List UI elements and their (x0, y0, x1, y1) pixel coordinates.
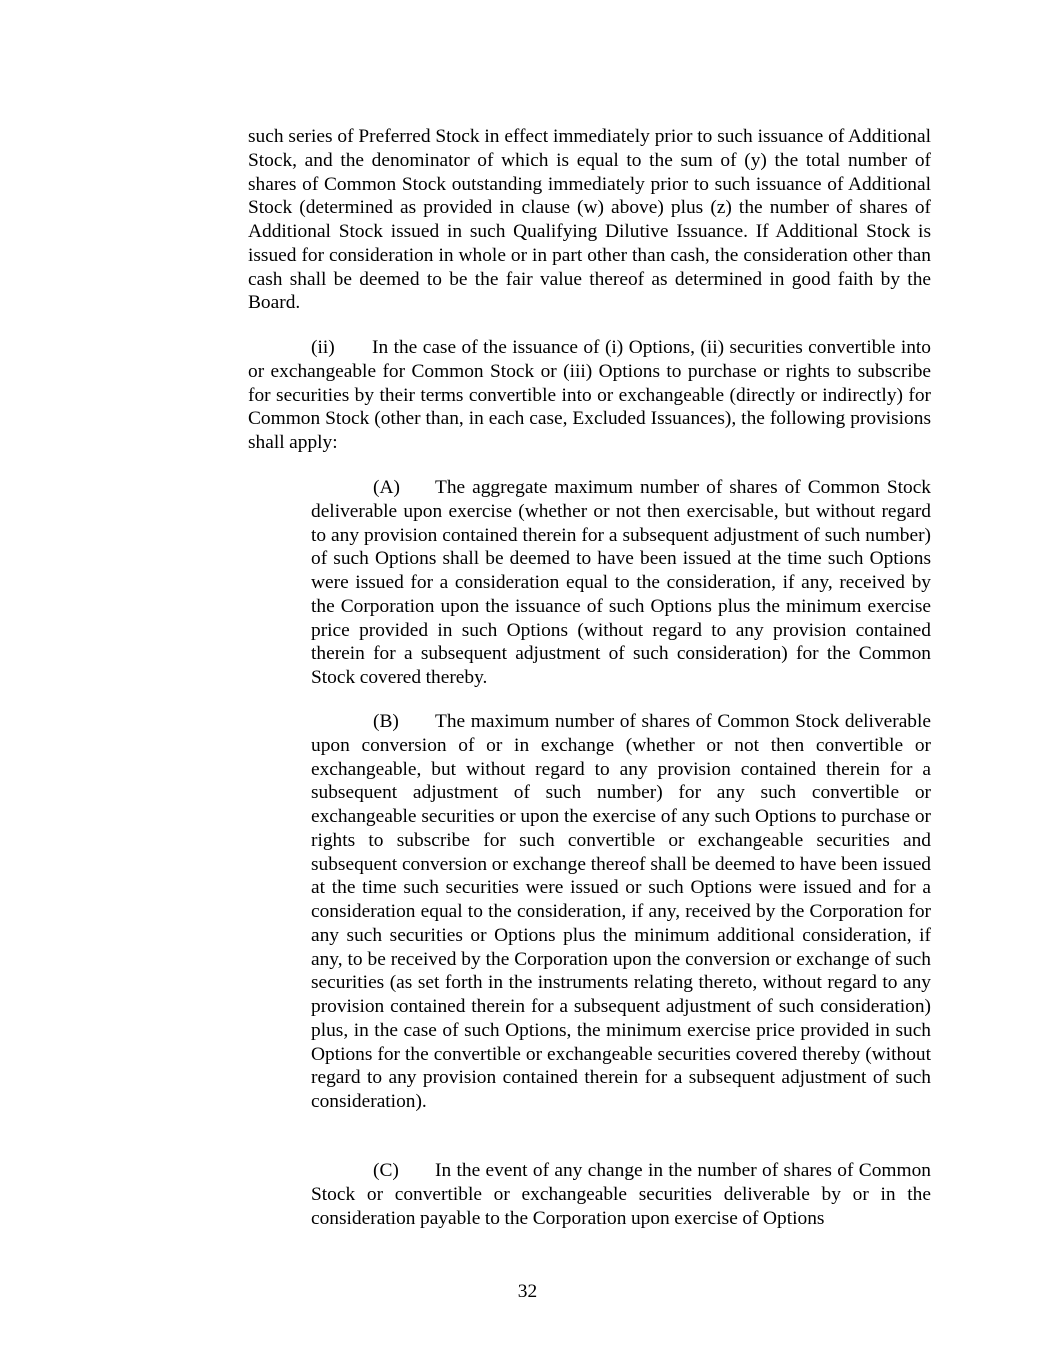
paragraph-text: In the case of the issuance of (i) Options, (ii) securities convertible into or exchangeable for Common Stock or (iii) Options to purchase or rights to subscribe for securities by their terms convertible into or exchangeable (directly or indirectly) for Common Stock (other than, in each case, Excluded Issuances), the following provisions shall apply: (248, 337, 931, 453)
paragraph-text: The maximum number of shares of Common Stock deliverable upon conversion of or in exchange (whether or not then convertible or exchangeable, but without regard to any provision contained therein for a subsequent adjustment of such number) for any such convertible or exchangeable securities or upon the exercise of any such Options to purchase or rights to subscribe for such convertible or exchangeable securities and subsequent conversion or exchange thereof shall be deemed to have been issued at the time such securities were issued or such Options were issued and for a consideration equal to the consideration, if any, received by the Corporation for any such securities or Options plus the minimum additional consideration, if any, to be received by the Corporation upon the conversion or exchange of such securities (as set forth in the instruments relating thereto, without regard to any provision contained therein for a subsequent adjustment of such consideration) plus, in the case of such Options, the minimum exercise price provided in such Options for the convertible or exchangeable securities covered thereby (without regard to any provision contained therein for a subsequent adjustment of such consideration). (311, 711, 931, 1112)
section-label: (C) (373, 1160, 399, 1181)
paragraph-ii (248, 336, 931, 455)
paragraph-C (311, 1159, 931, 1230)
section-label: (ii) (311, 337, 335, 358)
paragraph-A (311, 476, 931, 690)
section-label: (A) (373, 477, 400, 498)
paragraph-continuation (248, 125, 931, 315)
paragraph-text: The aggregate maximum number of shares of Common Stock deliverable upon exercise (whether or not then exercisable, but without regard to any provision contained therein for a subsequent adjustment of such number) of such Options shall be deemed to have been issued at the time such Options were issued for a consideration equal to the consideration, if any, received by the Corporation upon the issuance of such Options plus the minimum exercise price provided in such Options (without regard to any provision contained therein for a subsequent adjustment of such consideration) for the Common Stock covered thereby. (311, 477, 931, 688)
paragraph-text: In the event of any change in the number of shares of Common Stock or convertible or exchangeable securities deliverable by or in the consideration payable to the Corporation upon exercise of Options (311, 1160, 931, 1229)
page-number: 32 (517, 1281, 538, 1302)
paragraph-B (311, 710, 931, 1114)
section-label: (B) (373, 711, 399, 732)
paragraph-text: such series of Preferred Stock in effect immediately prior to such issuance of Additional Stock, and the denominator of which is equal to the sum of (y) the total number of shares of Common Stock outstanding immediately prior to such issuance of Additional Stock (determined as provided in clause (w) above) plus (z) the number of shares of Additional Stock issued in such Qualifying Dilutive Issuance. If Additional Stock is issued for consideration in whole or in part other than cash, the consideration other than cash shall be deemed to be the fair value thereof as determined in good faith by the Board. (248, 126, 931, 314)
